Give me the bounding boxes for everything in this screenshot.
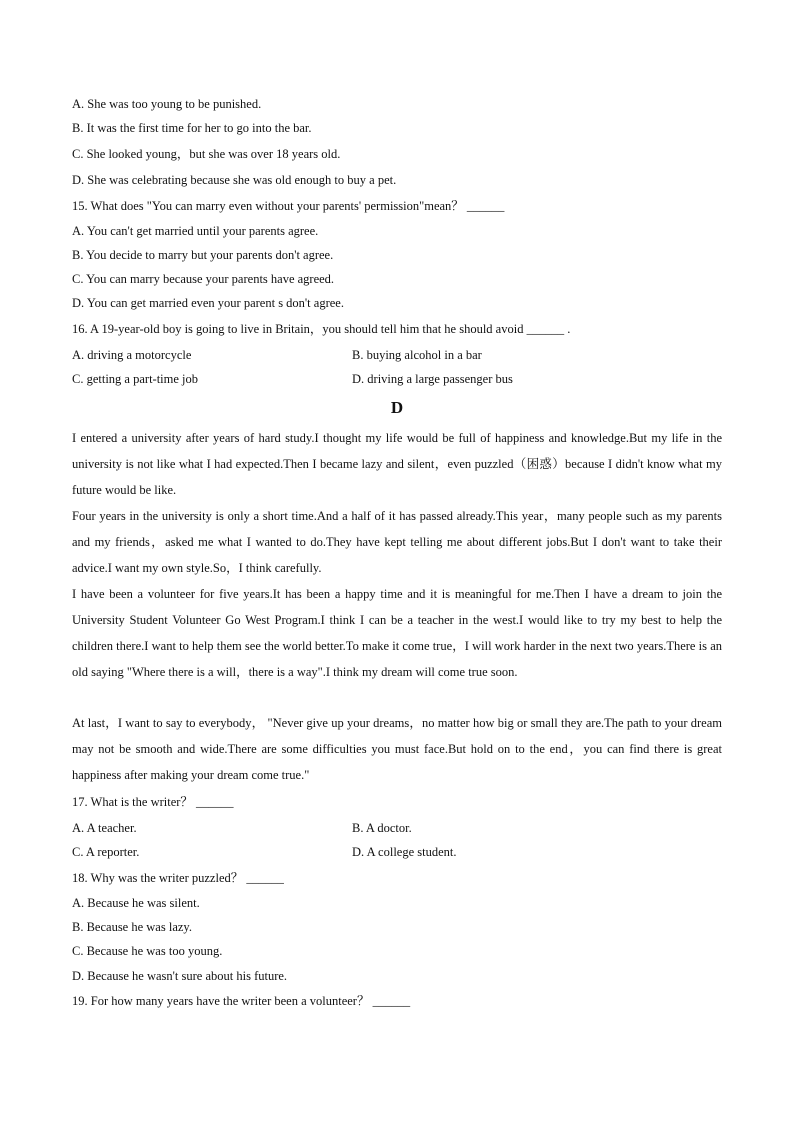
q16-option-d: D. driving a large passenger bus: [352, 372, 513, 386]
q15-option-c: C. You can marry because your parents have agreed.: [72, 272, 335, 286]
q18-option-c: C. Because he was too young.: [72, 944, 223, 958]
passage-paragraph-2: Four years in the university is only a short time.And a half of it has passed already.This year，many people such as my parents and my friends，asked me what I wanted to do.They have kept telling me about different jobs.But I don't want to take their advice.I want my own style.So，I think carefully.: [72, 509, 722, 575]
q14-option-d: D. She was celebrating because she was old enough to buy a pet.: [72, 173, 397, 187]
q16-option-a: A. driving a motorcycle: [72, 348, 192, 362]
q19-question: 19. For how many years have the writer been a volunteer？ ______: [72, 994, 411, 1008]
passage-paragraph-3: I have been a volunteer for five years.It has been a happy time and it is meaningful for me.Then I have a dream to join the University Student Volunteer Go West Program.I think I can be a teacher in the west.I would like to try my best to help the children there.I want to help them see the world better.To make it come true，I will work harder in the next two years.There is an old saying "Where there is a will，there is a way".I think my dream will come true soon.: [72, 587, 722, 679]
q15-question: 15. What does "You can marry even without your parents' permission"mean？ ______: [72, 199, 505, 213]
q17-option-d: D. A college student.: [352, 845, 457, 859]
q17-option-c: C. A reporter.: [72, 845, 140, 859]
passage-paragraph-1: I entered a university after years of hard study.I thought my life would be full of happiness and knowledge.But my life in the university is not like what I had expected.Then I became lazy and silent，even puzzled（困惑）because I didn't know what my future would be like.: [72, 431, 722, 497]
q17-option-b: B. A doctor.: [352, 821, 412, 835]
q14-option-c: C. She looked young，but she was over 18 years old.: [72, 147, 341, 161]
q16-question: 16. A 19-year-old boy is going to live in Britain，you should tell him that he should avoid ______ .: [72, 322, 571, 336]
passage-paragraph-4: At last，I want to say to everybody， "Never give up your dreams，no matter how big or small they are.The path to your dream may not be smooth and wide.There are some difficulties you must face.But hold on to the end，you can find there is great happiness after making your dream come true.": [72, 716, 722, 782]
q15-option-a: A. You can't get married until your parents agree.: [72, 224, 319, 238]
q18-option-a: A. Because he was silent.: [72, 896, 200, 910]
q16-option-b: B. buying alcohol in a bar: [352, 348, 482, 362]
q14-option-b: B. It was the first time for her to go into the bar.: [72, 121, 312, 135]
q17-option-a: A. A teacher.: [72, 821, 137, 835]
q14-option-a: A. She was too young to be punished.: [72, 97, 262, 111]
q18-question: 18. Why was the writer puzzled？ ______: [72, 871, 284, 885]
q16-option-c: C. getting a part-time job: [72, 372, 199, 386]
section-heading-d: D: [390, 398, 404, 417]
q18-option-b: B. Because he was lazy.: [72, 920, 192, 934]
q15-option-d: D. You can get married even your parent s don't agree.: [72, 296, 344, 310]
q18-option-d: D. Because he wasn't sure about his future.: [72, 969, 288, 983]
q17-question: 17. What is the writer？ ______: [72, 795, 234, 809]
q15-option-b: B. You decide to marry but your parents don't agree.: [72, 248, 334, 262]
